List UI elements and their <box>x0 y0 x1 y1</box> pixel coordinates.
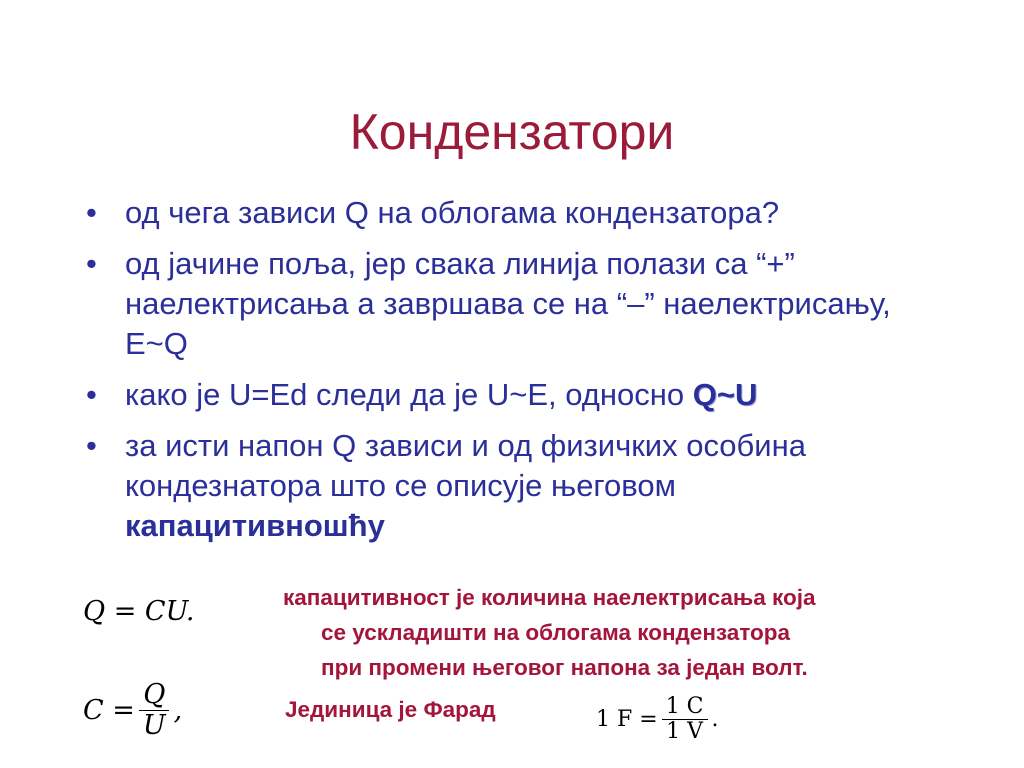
bullet-item <box>86 244 986 364</box>
equation-q-cu: Q = CU. <box>83 596 195 627</box>
bullet-item <box>86 375 986 415</box>
bullet-text: од чега зависи Q на облогама кондензатора? <box>125 195 780 230</box>
definition-line: при промени његовог напона за један волт. <box>321 655 808 680</box>
bullet-text-line: од јачине поља, јер свака линија полази са “+” <box>125 246 795 281</box>
definition-line: се ускладишти на облогама кондензатора <box>321 620 791 645</box>
bullet-text-line: наелектрисања а завршава се на “–” наелектрисању, <box>125 286 891 321</box>
bullet-text-line: за исти напон Q зависи и од физичких особина <box>125 428 806 463</box>
equation-farad <box>596 695 719 744</box>
fraction-denominator: 1 V <box>666 719 704 745</box>
bullet-text-line: кондезнатора што се описује његовом <box>125 468 676 503</box>
slide-title: Кондензатори <box>349 104 675 160</box>
fraction-numerator: Q <box>139 680 169 711</box>
fraction-denominator: U <box>142 709 166 741</box>
bullet-accent: Q~U <box>692 377 758 412</box>
bullet-item <box>86 193 986 233</box>
bullet-dot-icon: • <box>86 195 97 230</box>
definition-line: капацитивност је количина наелектрисања која <box>283 585 816 610</box>
bullet-list <box>86 193 986 557</box>
equation-c-q-u <box>83 680 182 740</box>
fraction <box>139 680 170 740</box>
unit-label: Јединица је Фарад <box>285 697 496 722</box>
equation-tail: , <box>173 694 183 726</box>
bullet-accent: капацитивношћу <box>125 508 385 543</box>
equation-tail: . <box>711 707 719 733</box>
bullet-dot-icon: • <box>86 428 97 463</box>
fraction-numerator: 1 C <box>662 695 708 720</box>
definition-text <box>283 580 973 685</box>
bullet-text: како је U=Ed следи да је U~E, односно <box>125 377 693 412</box>
fraction <box>662 695 708 744</box>
equation-lhs: C = <box>83 694 135 726</box>
bullet-text-line: E~Q <box>125 326 188 361</box>
equation-lhs: 1 F = <box>596 707 658 733</box>
bullet-dot-icon: • <box>86 377 97 412</box>
bullet-item <box>86 426 986 546</box>
bullet-dot-icon: • <box>86 246 97 281</box>
